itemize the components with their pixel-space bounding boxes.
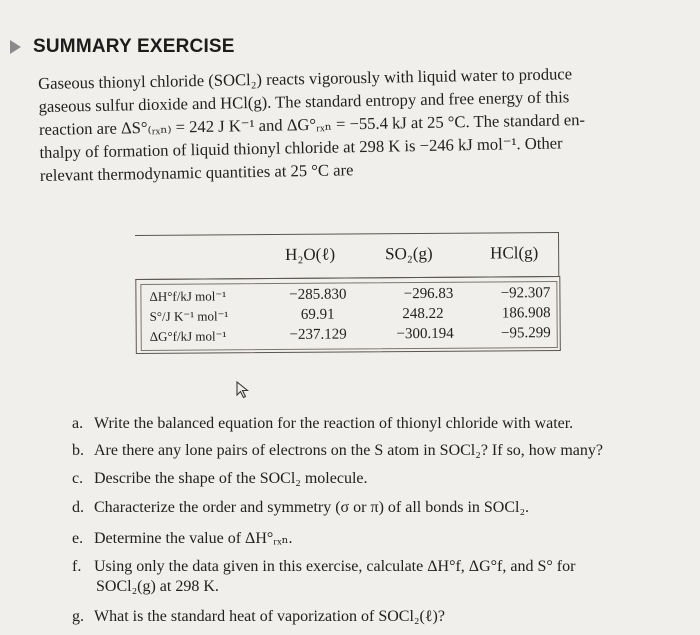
question-letter: e. (72, 530, 84, 547)
paragraph-line: reaction are ΔS°₍ᵣₓₙ₎ = 242 J K⁻¹ and ΔG°ᵣₓₙ = −55.4 kJ at 25 °C. The standard en- (38, 109, 586, 139)
question-item (72, 499, 529, 517)
question-text: Determine the value of ΔH°ᵣₓₙ. (94, 530, 293, 547)
paragraph-line: Gaseous thionyl chloride (SOCl₂) reacts vigorously with liquid water to produce (38, 64, 573, 93)
paragraph-line: thalpy of formation of liquid thionyl chloride at 298 K is −246 kJ mol⁻¹. Other (39, 133, 563, 162)
table-body-frame (140, 281, 557, 351)
question-text: Are there any lone pairs of electrons on the S atom in SOCl₂? If so, how many? (94, 442, 604, 459)
question-letter: c. (72, 470, 84, 487)
triangle-bullet-icon (10, 40, 21, 54)
table-cell: −300.194 (396, 325, 454, 343)
table-cell: −237.129 (289, 326, 347, 343)
table-cell: 248.22 (402, 305, 444, 323)
question-item (72, 558, 575, 576)
intro-paragraph (38, 61, 660, 187)
question-letter: d. (72, 499, 84, 516)
column-header: HCl(g) (490, 243, 539, 263)
question-continuation: SOCl₂(g) at 298 K. (96, 578, 219, 595)
section-title: SUMMARY EXERCISE (33, 36, 235, 57)
question-item (72, 528, 293, 548)
question-text: What is the standard heat of vaporization of SOCl₂(ℓ)? (94, 608, 445, 625)
thermo-data-table (135, 232, 561, 357)
table-cell: 186.908 (501, 305, 551, 322)
section-heading (10, 36, 235, 58)
row-label: S°/J K⁻¹ mol⁻¹ (149, 308, 229, 324)
question-letter: g. (72, 608, 84, 625)
question-text: Write the balanced equation for the reaction of thionyl chloride with water. (94, 415, 574, 432)
row-label: ΔG°f/kJ mol⁻¹ (149, 328, 227, 344)
question-letter: b. (72, 442, 84, 459)
question-text: Describe the shape of the SOCl₂ molecule. (94, 470, 368, 487)
paragraph-line: relevant thermodynamic quantities at 25 °C are (39, 160, 354, 185)
table-cell: −95.299 (500, 325, 551, 342)
table-cell: −296.83 (403, 285, 454, 303)
question-item (72, 415, 573, 433)
table-cell: −92.307 (500, 285, 551, 302)
mouse-pointer-icon (236, 381, 250, 404)
question-letter: f. (72, 558, 82, 575)
column-header: H₂O(ℓ) (285, 244, 336, 264)
question-item (72, 470, 368, 488)
row-label: ΔH°f/kJ mol⁻¹ (149, 288, 227, 304)
question-letter: a. (72, 415, 84, 432)
table-header (135, 232, 559, 280)
column-header: SO₂(g) (385, 243, 433, 264)
question-item (72, 442, 603, 460)
question-item (72, 608, 445, 626)
table-cell: 69.91 (300, 306, 335, 323)
question-text: Using only the data given in this exercise, calculate ΔH°f, ΔG°f, and S° for (94, 558, 576, 575)
paragraph-line: gaseous sulfur dioxide and HCl(g). The standard entropy and free energy of this (38, 87, 570, 116)
table-body (135, 276, 561, 354)
question-text: Characterize the order and symmetry (σ or π) of all bonds in SOCl₂. (94, 499, 530, 516)
table-cell: −285.830 (289, 286, 347, 303)
